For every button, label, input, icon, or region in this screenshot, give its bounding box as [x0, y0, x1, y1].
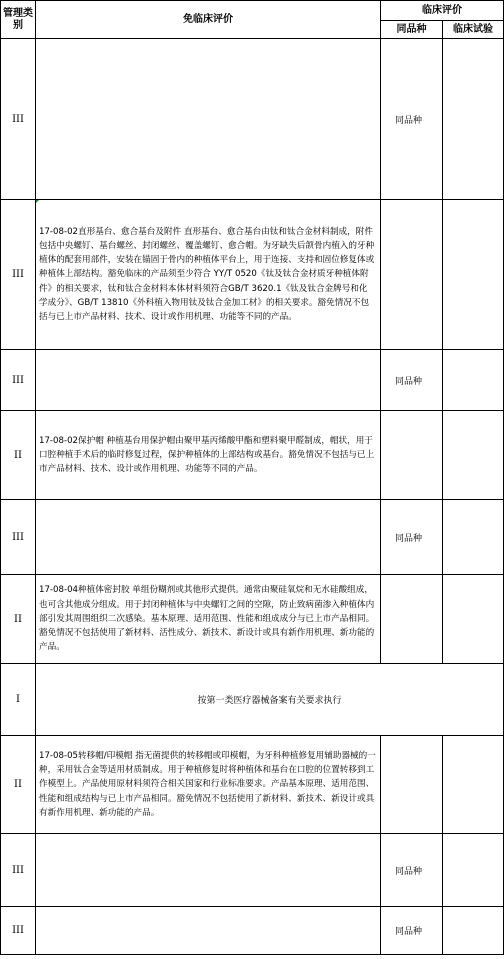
clinical-trial-cell: [443, 834, 504, 907]
exempt-cell: [36, 350, 381, 411]
header-exempt: 免临床评价: [36, 1, 381, 39]
same-variety-cell: [381, 411, 443, 500]
exempt-cell: [36, 39, 381, 200]
class-cell: III: [1, 200, 36, 350]
class-cell: II: [1, 411, 36, 500]
exempt-cell: [36, 834, 381, 907]
same-variety-cell: 同品种: [381, 834, 443, 907]
table-row: [1, 411, 504, 500]
clinical-trial-cell: [443, 350, 504, 411]
exempt-cell: 17-08-02直形基台、愈合基台及附件 直形基台、愈合基台由钛和钛合金材料制成，附件包括中央螺钉、基台螺丝、封闭螺丝、覆盖螺钉、愈合帽。为牙缺失后颌骨内植入的牙种植体的配套用部件，安装在锚固于骨内的种植体平台上，用于连接、支持和固位修复体或种植体上部结构。豁免临床的产品须至少符合 YY/T 0520《钛及钛合金材质牙种植体附件》的相关要求，钛和钛合金材料本体材料须符合GB/T 3620.1《钛及钛合金牌号和化学成分》、GB/T 13810《外科植入物用钛及钛合金加工材》的相关要求。豁免情况不包括与已上市产品材料、技术、设计或作用机理、功能等不同的产品。: [36, 200, 381, 350]
same-variety-cell: [381, 736, 443, 834]
clinical-trial-cell: [443, 411, 504, 500]
clinical-trial-cell: [443, 39, 504, 200]
exempt-cell: [36, 907, 381, 955]
table-row: [1, 500, 504, 575]
table-row: [1, 575, 504, 664]
table-row: [1, 907, 504, 955]
same-variety-cell: [381, 200, 443, 350]
clinical-trial-cell: [443, 200, 504, 350]
same-variety-cell: 同品种: [381, 500, 443, 575]
exempt-cell: 17-08-05转移帽/印模帽 指无菌提供的转移帽或印模帽，为牙科种植修复用辅助器械的一种，采用钛合金等适用材质制成。用于种植修复时将种植体和基台在口腔的位置转移到工作模型上。产品使用原材料须符合相关国家和行业标准要求。产品基本原理、适用范围、性能和组成结构与已上市产品相同。豁免情况不包括使用了新材料、新技术、新设计或具有新作用机理、新功能的产品。: [36, 736, 381, 834]
class-cell: III: [1, 500, 36, 575]
class-cell: III: [1, 39, 36, 200]
header-same-variety: 同品种: [381, 21, 443, 39]
class-cell: III: [1, 350, 36, 411]
table-row: [1, 350, 504, 411]
table-row: [1, 664, 504, 736]
exempt-cell: 17-08-04种植体密封胶 单组份糊剂或其他形式提供。通常由聚硅氧烷和无水硅酸组成，也可含其他成分组成。用于封闭种植体与中央螺钉之间的空隙，防止致病菌渗入种植体内部引发其周围组织二次感染。基本原理、适用范围、性能和组成成分与已上市产品相同。豁免情况不包括使用了新材料、活性成分、新技术、新设计或具有新作用机理、新功能的产品。: [36, 575, 381, 664]
class-cell: II: [1, 575, 36, 664]
class-cell: III: [1, 907, 36, 955]
same-variety-cell: [381, 575, 443, 664]
exempt-cell: 17-08-02保护帽 种植基台用保护帽由聚甲基丙烯酸甲酯和塑料聚甲醛制成，帽状，用于口腔种植手术后的临时修复过程，保护种植体的上部结构或基台。豁免情况不包括与已上市产品材料、技术、设计或作用机理、功能等不同的产品。: [36, 411, 381, 500]
table-row: [1, 39, 504, 200]
header-class: 管理类别: [1, 1, 36, 39]
clinical-trial-cell: [443, 575, 504, 664]
clinical-trial-cell: [443, 500, 504, 575]
class-cell: II: [1, 736, 36, 834]
same-variety-cell: 同品种: [381, 350, 443, 411]
clinical-trial-cell: [443, 907, 504, 955]
exempt-cell: [36, 500, 381, 575]
header-clinical-trial: 临床试验: [443, 21, 504, 39]
filing-requirement-cell: 按第一类医疗器械备案有关要求执行: [36, 664, 504, 736]
table-row: [1, 834, 504, 907]
header-clinical: 临床评价: [381, 1, 504, 21]
class-cell: I: [1, 664, 36, 736]
table-row: [1, 200, 504, 350]
same-variety-cell: 同品种: [381, 39, 443, 200]
clinical-trial-cell: [443, 736, 504, 834]
class-cell: III: [1, 834, 36, 907]
same-variety-cell: 同品种: [381, 907, 443, 955]
table-row: [1, 736, 504, 834]
